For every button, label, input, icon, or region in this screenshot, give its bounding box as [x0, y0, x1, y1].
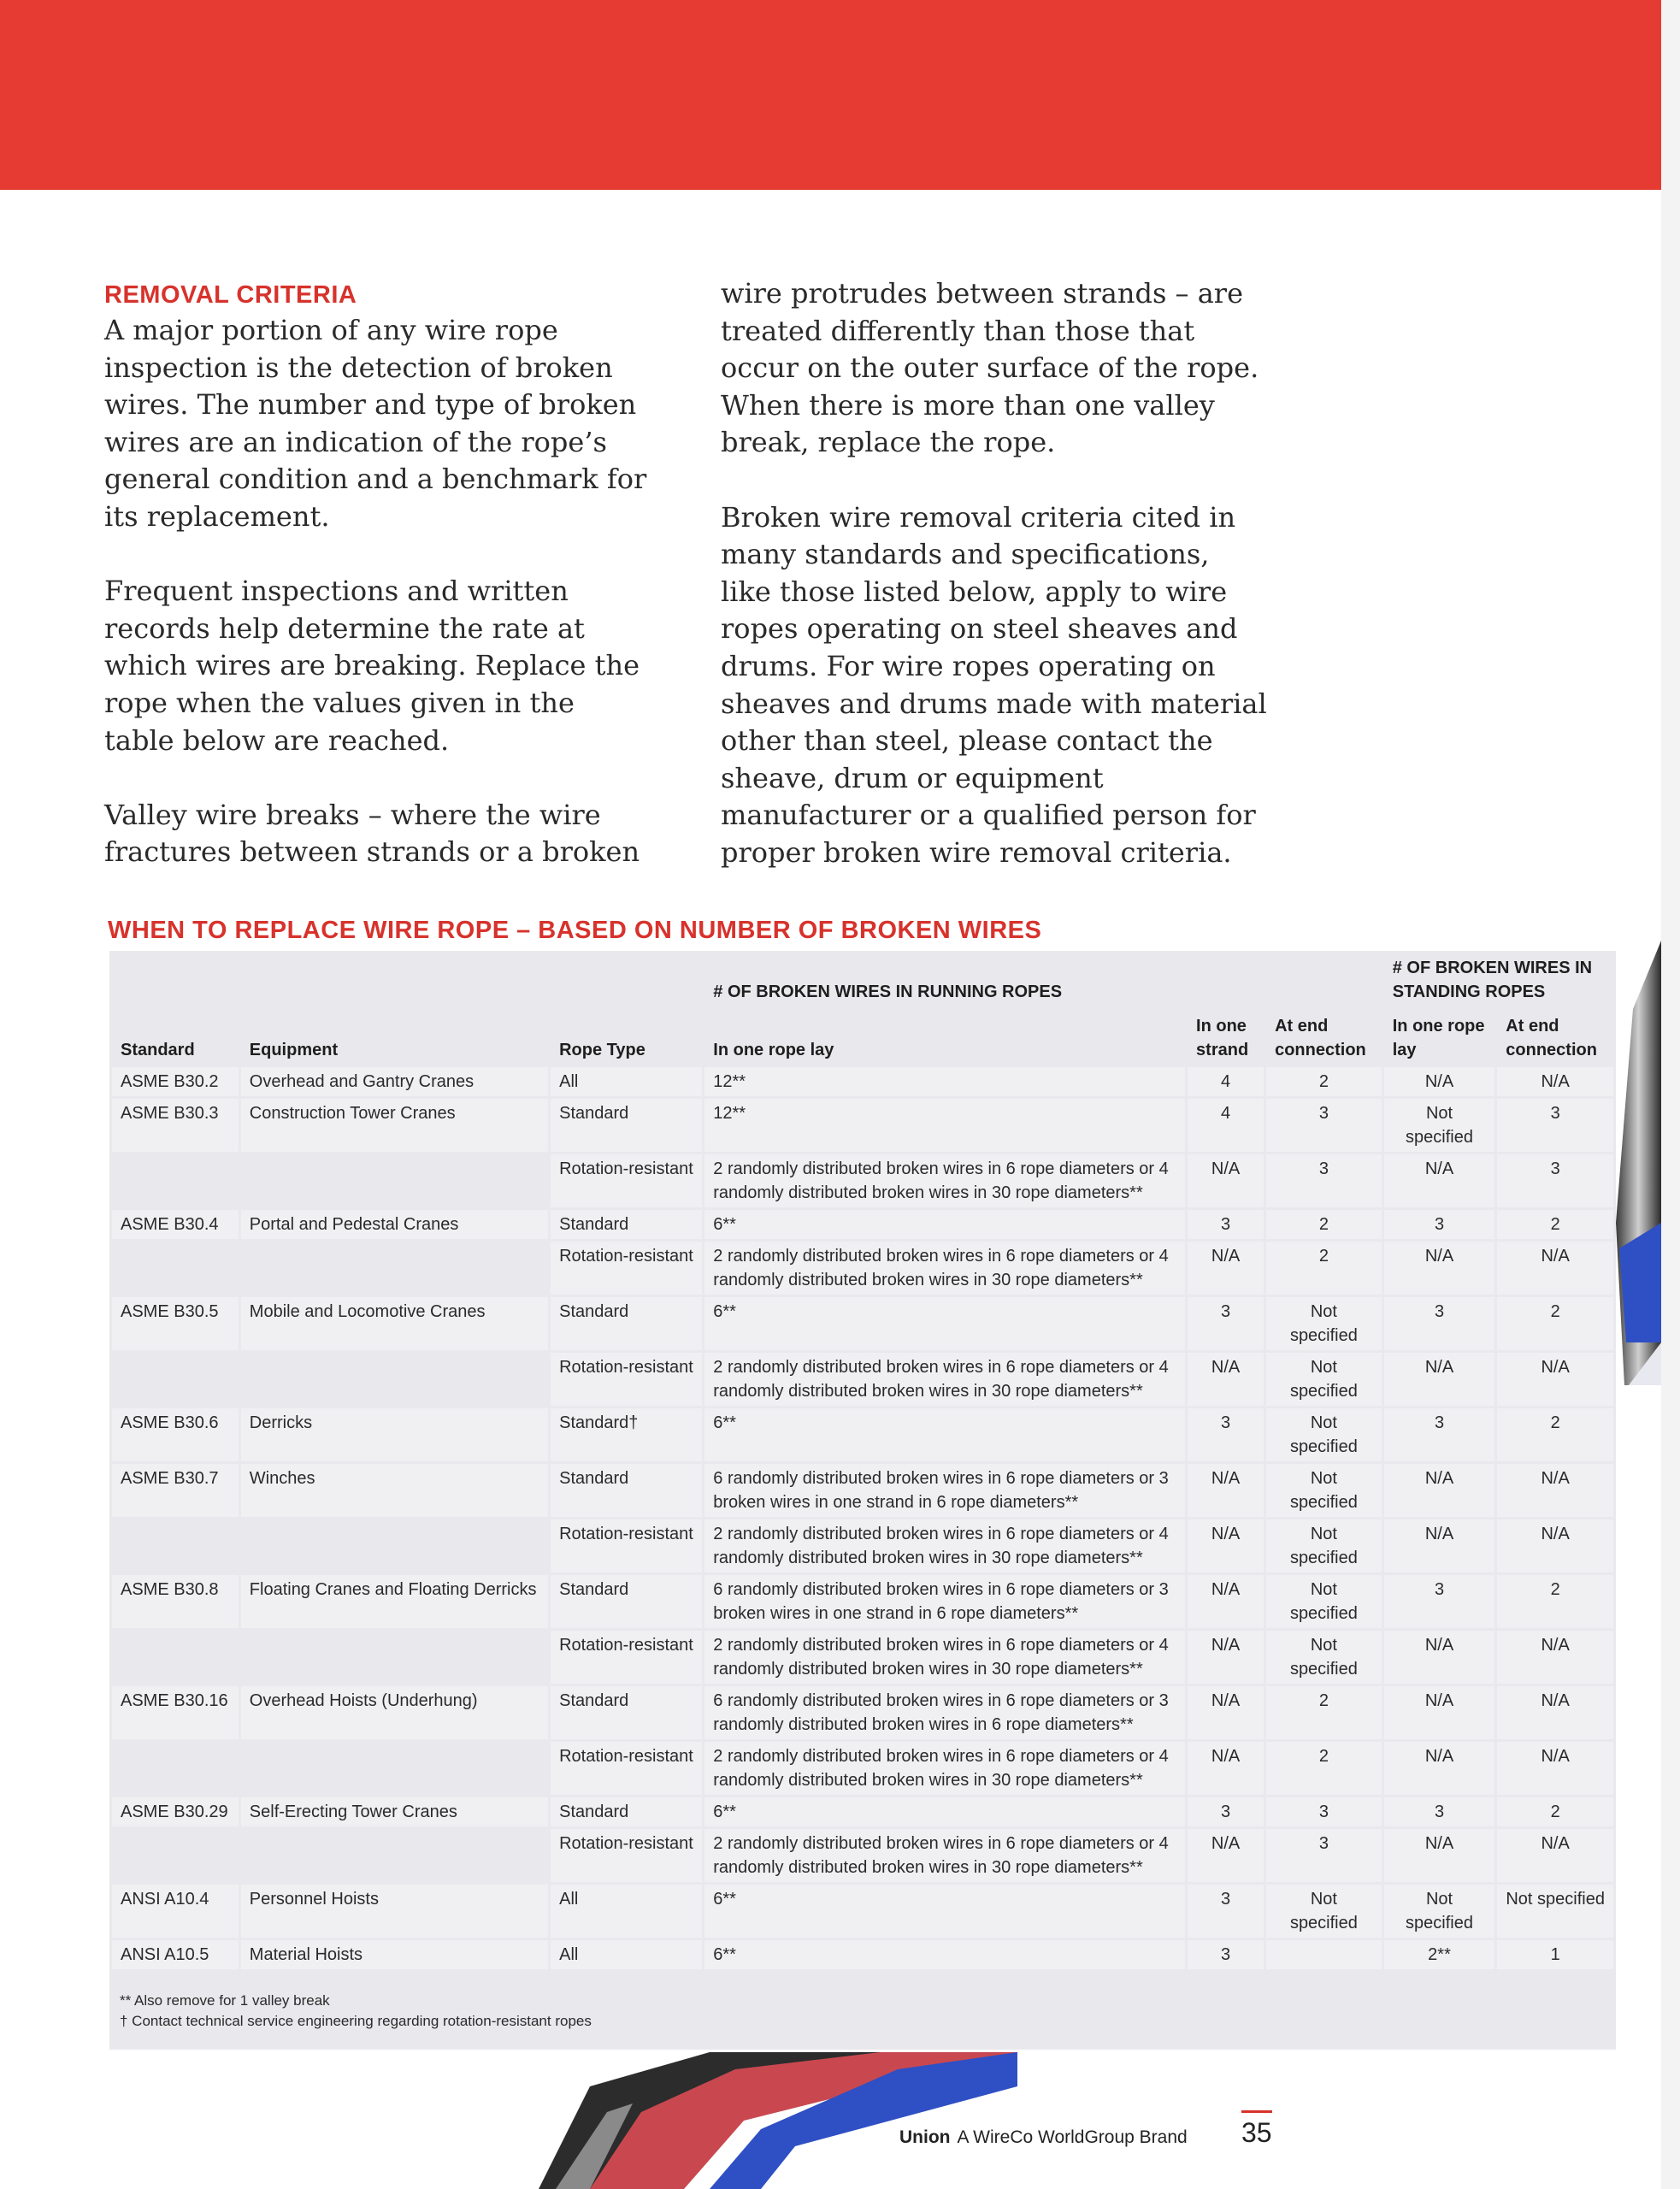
- cell-rope-lay: 2 randomly distributed broken wires in 6 rope diameters or 4 randomly distributed broken wires in 30 rope diameters**: [704, 1742, 1185, 1795]
- column-header-row: [112, 1012, 1613, 1065]
- cell-one-strand: N/A: [1188, 1686, 1264, 1739]
- cell-equipment: Portal and Pedestal Cranes: [241, 1210, 548, 1239]
- table-row: [112, 1210, 1613, 1239]
- cell-standing-end: N/A: [1497, 1464, 1613, 1517]
- cell-rope-lay: 2 randomly distributed broken wires in 6 rope diameters or 4 randomly distributed broken wires in 30 rope diameters**: [704, 1829, 1185, 1882]
- cell-standing-end: N/A: [1497, 1067, 1613, 1096]
- cell-rope-lay: 6**: [704, 1408, 1185, 1461]
- cell-standing-lay: 2**: [1384, 1940, 1495, 1969]
- cell-standard: ASME B30.8: [112, 1575, 239, 1628]
- cell-equipment: Mobile and Locomotive Cranes: [241, 1297, 548, 1350]
- cell-end-connection: 2: [1266, 1742, 1382, 1795]
- cell-equipment: Material Hoists: [241, 1940, 548, 1969]
- removal-criteria-heading: REMOVAL CRITERIA: [104, 281, 357, 309]
- cell-end-connection: Not specified: [1266, 1631, 1382, 1684]
- cell-rope-type: Standard: [551, 1210, 702, 1239]
- cell-rope-lay: 6 randomly distributed broken wires in 6 rope diameters or 3 broken wires in one strand in 6 rope diameters**: [704, 1575, 1185, 1628]
- cell-equipment: [241, 1742, 548, 1795]
- cell-equipment: [241, 1353, 548, 1406]
- cell-end-connection: [1266, 1940, 1382, 1969]
- cell-end-connection: 2: [1266, 1242, 1382, 1295]
- col-end-connection-header: At end connection: [1266, 1012, 1382, 1065]
- cell-standard: [112, 1154, 239, 1207]
- cell-standing-end: N/A: [1497, 1829, 1613, 1882]
- intro-left-column: [104, 278, 651, 909]
- cell-standing-end: 2: [1497, 1408, 1613, 1461]
- page-edge: [1661, 0, 1680, 2189]
- cell-standard: ASME B30.6: [112, 1408, 239, 1461]
- table-row: [112, 1686, 1613, 1739]
- brand-name: Union: [899, 2127, 951, 2147]
- cell-standard: ASME B30.3: [112, 1099, 239, 1152]
- cell-one-strand: N/A: [1188, 1464, 1264, 1517]
- cell-standard: ASME B30.29: [112, 1797, 239, 1826]
- table-row: [112, 1242, 1613, 1295]
- intro-paragraph: Valley wire breaks – where the wire fractures between strands or a broken: [104, 798, 640, 869]
- cell-rope-type: All: [551, 1885, 702, 1938]
- cell-one-strand: 3: [1188, 1797, 1264, 1826]
- table-row: [112, 1885, 1613, 1938]
- cell-standard: [112, 1631, 239, 1684]
- cell-standing-end: 3: [1497, 1099, 1613, 1152]
- cell-standing-lay: N/A: [1384, 1242, 1495, 1295]
- cell-standard: ASME B30.16: [112, 1686, 239, 1739]
- cell-rope-lay: 6**: [704, 1940, 1185, 1969]
- table-row: [112, 1464, 1613, 1517]
- footnote: ** Also remove for 1 valley break: [120, 1992, 330, 2009]
- cell-one-strand: N/A: [1188, 1242, 1264, 1295]
- cell-one-strand: 3: [1188, 1210, 1264, 1239]
- cell-standard: ANSI A10.4: [112, 1885, 239, 1938]
- cell-standing-end: N/A: [1497, 1631, 1613, 1684]
- cell-rope-lay: 6 randomly distributed broken wires in 6 rope diameters or 3 broken wires in one strand in 6 rope diameters**: [704, 1464, 1185, 1517]
- col-rope-type-header: Rope Type: [551, 1012, 702, 1065]
- cell-end-connection: Not specified: [1266, 1885, 1382, 1938]
- cell-standing-end: N/A: [1497, 1519, 1613, 1572]
- page-number: 35: [1241, 2117, 1272, 2148]
- cell-rope-lay: 12**: [704, 1067, 1185, 1096]
- cell-rope-lay: 6 randomly distributed broken wires in 6 rope diameters or 3 randomly distributed broken wires in 6 rope diameters**: [704, 1686, 1185, 1739]
- cell-standard: ANSI A10.5: [112, 1940, 239, 1969]
- cell-end-connection: Not specified: [1266, 1575, 1382, 1628]
- cell-standard: ASME B30.5: [112, 1297, 239, 1350]
- cell-standing-lay: N/A: [1384, 1519, 1495, 1572]
- table-row: [112, 1067, 1613, 1096]
- top-color-band: [0, 0, 1661, 190]
- group-header-row: [112, 953, 1613, 1009]
- cell-one-strand: N/A: [1188, 1154, 1264, 1207]
- cell-standing-end: 1: [1497, 1940, 1613, 1969]
- brand-tagline: A WireCo WorldGroup Brand: [957, 2127, 1188, 2147]
- cell-end-connection: 3: [1266, 1829, 1382, 1882]
- table-title: WHEN TO REPLACE WIRE ROPE – BASED ON NUMBER OF BROKEN WIRES: [108, 917, 1042, 944]
- cell-rope-lay: 2 randomly distributed broken wires in 6 rope diameters or 4 randomly distributed broken wires in 30 rope diameters**: [704, 1631, 1185, 1684]
- cell-standing-lay: N/A: [1384, 1353, 1495, 1406]
- table-row: [112, 1353, 1613, 1406]
- cell-end-connection: 3: [1266, 1797, 1382, 1826]
- cell-standing-end: N/A: [1497, 1742, 1613, 1795]
- cell-standing-end: 3: [1497, 1154, 1613, 1207]
- cell-one-strand: 3: [1188, 1940, 1264, 1969]
- intro-paragraph: Frequent inspections and written records help determine the rate at which wires are breaking. Replace the rope when the values given in the table below are reached.: [104, 575, 640, 757]
- cell-rope-type: Rotation-resistant: [551, 1829, 702, 1882]
- cell-end-connection: Not specified: [1266, 1297, 1382, 1350]
- cell-equipment: Overhead Hoists (Underhung): [241, 1686, 548, 1739]
- footer-brand: [899, 2127, 1188, 2148]
- table-row: [112, 1742, 1613, 1795]
- cell-rope-lay: 6**: [704, 1797, 1185, 1826]
- cell-standing-end: 2: [1497, 1575, 1613, 1628]
- cell-standard: ASME B30.2: [112, 1067, 239, 1096]
- cell-standing-end: N/A: [1497, 1242, 1613, 1295]
- cell-end-connection: Not specified: [1266, 1408, 1382, 1461]
- cell-standing-end: Not specified: [1497, 1885, 1613, 1938]
- page-number-rule: [1241, 2110, 1272, 2113]
- footnote: † Contact technical service engineering regarding rotation-resistant ropes: [120, 2013, 592, 2029]
- cell-standard: [112, 1829, 239, 1882]
- cell-one-strand: N/A: [1188, 1353, 1264, 1406]
- intro-paragraph: wire protrudes between strands – are treated differently than those that occur on the outer surface of the rope. When there is more than one valley break, replace the rope.: [721, 277, 1259, 459]
- cell-end-connection: 2: [1266, 1210, 1382, 1239]
- cell-end-connection: Not specified: [1266, 1519, 1382, 1572]
- cell-standing-lay: N/A: [1384, 1686, 1495, 1739]
- cell-standing-end: 2: [1497, 1797, 1613, 1826]
- cell-standing-lay: N/A: [1384, 1742, 1495, 1795]
- cell-standing-end: 2: [1497, 1297, 1613, 1350]
- cell-rope-type: Standard: [551, 1099, 702, 1152]
- cell-equipment: [241, 1154, 548, 1207]
- cell-rope-type: Standard†: [551, 1408, 702, 1461]
- cell-standing-lay: N/A: [1384, 1464, 1495, 1517]
- cell-end-connection: 3: [1266, 1154, 1382, 1207]
- cell-standing-end: 2: [1497, 1210, 1613, 1239]
- cell-standing-lay: Not specified: [1384, 1885, 1495, 1938]
- cell-equipment: Derricks: [241, 1408, 548, 1461]
- cell-one-strand: 4: [1188, 1067, 1264, 1096]
- cell-rope-type: Rotation-resistant: [551, 1519, 702, 1572]
- cell-standing-lay: N/A: [1384, 1829, 1495, 1882]
- cell-equipment: [241, 1829, 548, 1882]
- table-row: [112, 1519, 1613, 1572]
- cell-rope-type: Rotation-resistant: [551, 1353, 702, 1406]
- cell-rope-type: Standard: [551, 1797, 702, 1826]
- standing-ropes-header: # OF BROKEN WIRES IN STANDING ROPES: [1384, 953, 1613, 1009]
- cell-standing-lay: 3: [1384, 1575, 1495, 1628]
- table-row: [112, 1575, 1613, 1628]
- cell-equipment: [241, 1519, 548, 1572]
- table-row: [112, 1408, 1613, 1461]
- cell-standing-lay: 3: [1384, 1210, 1495, 1239]
- cell-rope-lay: 2 randomly distributed broken wires in 6 rope diameters or 4 randomly distributed broken wires in 30 rope diameters**: [704, 1154, 1185, 1207]
- cell-equipment: Floating Cranes and Floating Derricks: [241, 1575, 548, 1628]
- group-spacer: [112, 953, 702, 1009]
- col-one-strand-header: In one strand: [1188, 1012, 1264, 1065]
- cell-rope-type: Standard: [551, 1575, 702, 1628]
- cell-standard: [112, 1353, 239, 1406]
- cell-rope-type: Rotation-resistant: [551, 1742, 702, 1795]
- intro-right-column: [721, 275, 1268, 909]
- cell-rope-lay: 6**: [704, 1297, 1185, 1350]
- cell-equipment: Construction Tower Cranes: [241, 1099, 548, 1152]
- cell-equipment: Self-Erecting Tower Cranes: [241, 1797, 548, 1826]
- cell-rope-type: All: [551, 1940, 702, 1969]
- table-row: [112, 1797, 1613, 1826]
- cell-standard: ASME B30.7: [112, 1464, 239, 1517]
- cell-equipment: [241, 1242, 548, 1295]
- col-standard-header: Standard: [112, 1012, 239, 1065]
- cell-rope-lay: 2 randomly distributed broken wires in 6 rope diameters or 4 randomly distributed broken wires in 30 rope diameters**: [704, 1242, 1185, 1295]
- cell-equipment: Winches: [241, 1464, 548, 1517]
- cell-one-strand: N/A: [1188, 1829, 1264, 1882]
- cell-rope-type: Standard: [551, 1297, 702, 1350]
- cell-standard: [112, 1519, 239, 1572]
- table-row: [112, 1099, 1613, 1152]
- cell-one-strand: N/A: [1188, 1742, 1264, 1795]
- cell-one-strand: 3: [1188, 1885, 1264, 1938]
- cell-one-strand: N/A: [1188, 1575, 1264, 1628]
- col-standing-lay-header: In one rope lay: [1384, 1012, 1495, 1065]
- cell-standard: [112, 1742, 239, 1795]
- cell-rope-type: All: [551, 1067, 702, 1096]
- cell-standing-lay: 3: [1384, 1408, 1495, 1461]
- cell-standard: ASME B30.4: [112, 1210, 239, 1239]
- intro-paragraph: Broken wire removal criteria cited in many standards and specifications, like those listed below, apply to wire ropes operating on steel sheaves and drums. For wire ropes operating on sheaves and drums made with material other than steel, please contact the sheave, drum or equipment manufacturer or a qualified person for proper broken wire removal criteria.: [721, 500, 1267, 869]
- cell-equipment: [241, 1631, 548, 1684]
- cell-one-strand: N/A: [1188, 1519, 1264, 1572]
- col-equipment-header: Equipment: [241, 1012, 548, 1065]
- table-row: [112, 1154, 1613, 1207]
- table-row: [112, 1297, 1613, 1350]
- col-rope-lay-header: In one rope lay: [704, 1012, 1185, 1065]
- cell-end-connection: Not specified: [1266, 1464, 1382, 1517]
- cell-rope-lay: 6**: [704, 1210, 1185, 1239]
- cell-standing-lay: N/A: [1384, 1154, 1495, 1207]
- broken-wires-table: [109, 951, 1616, 1972]
- cell-rope-type: Rotation-resistant: [551, 1154, 702, 1207]
- table-row: [112, 1940, 1613, 1969]
- cell-rope-type: Standard: [551, 1464, 702, 1517]
- cell-standing-lay: Not specified: [1384, 1099, 1495, 1152]
- cell-one-strand: 3: [1188, 1297, 1264, 1350]
- cell-rope-lay: 12**: [704, 1099, 1185, 1152]
- cell-rope-lay: 2 randomly distributed broken wires in 6 rope diameters or 4 randomly distributed broken wires in 30 rope diameters**: [704, 1353, 1185, 1406]
- wire-rope-image-bottom: [539, 2052, 1017, 2189]
- cell-rope-type: Rotation-resistant: [551, 1631, 702, 1684]
- table-footnotes: [120, 1991, 592, 2032]
- running-ropes-header: # OF BROKEN WIRES IN RUNNING ROPES: [704, 953, 1381, 1009]
- cell-rope-type: Rotation-resistant: [551, 1242, 702, 1295]
- cell-standing-lay: N/A: [1384, 1631, 1495, 1684]
- cell-standard: [112, 1242, 239, 1295]
- cell-standing-end: N/A: [1497, 1686, 1613, 1739]
- cell-end-connection: 3: [1266, 1099, 1382, 1152]
- cell-end-connection: 2: [1266, 1686, 1382, 1739]
- cell-equipment: Overhead and Gantry Cranes: [241, 1067, 548, 1096]
- cell-standing-lay: 3: [1384, 1797, 1495, 1826]
- cell-rope-lay: 6**: [704, 1885, 1185, 1938]
- cell-one-strand: 4: [1188, 1099, 1264, 1152]
- cell-one-strand: 3: [1188, 1408, 1264, 1461]
- cell-end-connection: 2: [1266, 1067, 1382, 1096]
- cell-standing-lay: N/A: [1384, 1067, 1495, 1096]
- intro-paragraph: A major portion of any wire rope inspection is the detection of broken wires. The number and type of broken wires are an indication of the rope’s general condition and a benchmark for its replacement.: [104, 314, 647, 533]
- cell-equipment: Personnel Hoists: [241, 1885, 548, 1938]
- cell-standing-lay: 3: [1384, 1297, 1495, 1350]
- cell-standing-end: N/A: [1497, 1353, 1613, 1406]
- cell-one-strand: N/A: [1188, 1631, 1264, 1684]
- cell-rope-type: Standard: [551, 1686, 702, 1739]
- cell-rope-lay: 2 randomly distributed broken wires in 6 rope diameters or 4 randomly distributed broken wires in 30 rope diameters**: [704, 1519, 1185, 1572]
- table-row: [112, 1829, 1613, 1882]
- cell-end-connection: Not specified: [1266, 1353, 1382, 1406]
- table-row: [112, 1631, 1613, 1684]
- col-standing-end-header: At end connection: [1497, 1012, 1613, 1065]
